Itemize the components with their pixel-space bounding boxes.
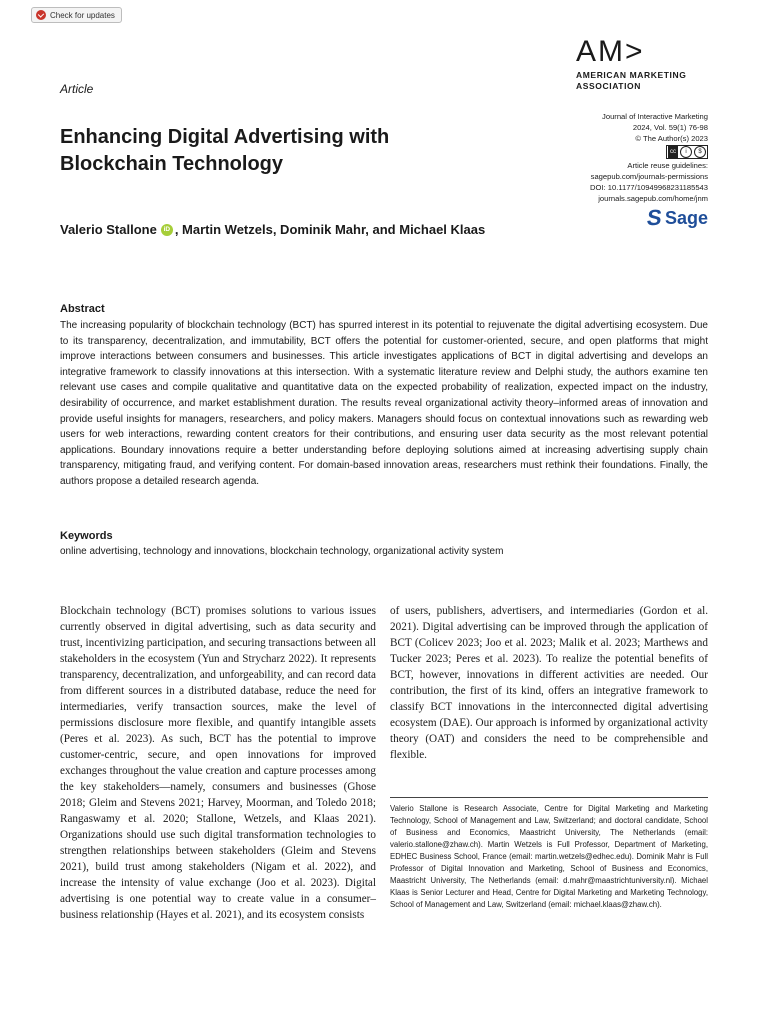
sage-logo-icon: S <box>645 205 664 230</box>
author-rest: , Martin Wetzels, Dominik Mahr, and Michael Klaas <box>174 222 486 237</box>
ama-name-line2: ASSOCIATION <box>576 81 642 91</box>
sage-logo <box>647 205 708 231</box>
abstract-text: The increasing popularity of blockchain technology (BCT) has spurred interest in its potential to rejuvenate the digital advertising ecosystem. Due to its transparency, decentralization, and immutability, BCT offers the potential for customer-oriented, secure, and open platforms that might improve interactions between consumers and businesses. This article investigates applications of BCT in digital advertising and develops an integrative framework to classify innovations at this intersection. With a systematic literature review and Delphi study, the authors examine ten relevant use cases and compile qualitative and quantitative data on the expected probability of realization, expected impact on the industry, desirability of occurrence, and market establishment duration. The results reveal organizational activity theory–informed areas of innovation and provide useful insights for managers, researchers, and policy makers. Managers should focus on contextual innovations such as rewarding web users for web interactions, rewarding content creators for their contributions, and ensuring user data security as the most relevant potential applications. Boundary innovations require a better understanding before deploying solutions aimed at increasing advertising supply chain transparency, mitigating fraud, and verifying content. For domain-based innovation areas, researchers must rethink their foundations. Finally, the authors propose a detailed research agenda. <box>60 320 708 487</box>
keywords-text: online advertising, technology and innovations, blockchain technology, organizational activity system <box>60 546 504 557</box>
ama-logo <box>576 36 708 92</box>
permissions-link[interactable]: sagepub.com/journals-permissions <box>590 172 708 181</box>
orcid-icon[interactable]: iD <box>161 224 173 236</box>
sage-name: Sage <box>664 207 708 228</box>
author-list <box>60 222 485 237</box>
journal-name: Journal of Interactive Marketing <box>602 112 708 121</box>
ama-logo-mark: AM> <box>576 35 645 68</box>
footnote-divider <box>390 797 708 798</box>
body-right-column: of users, publishers, advertisers, and intermediaries (Gordon et al. 2021). Digital advertising can be improved through the application of BCT (Colicev 2023; Joo et al. 2023; Malik et al. 2023; Marthews and Tucker 2023; Peres et al. 2023). To realize the potential benefits of BCT, however, innovations in different activities are needed. Our contribution, the first of its kind, offers an integrative framework to classify BCT innovations in the interconnected digital advertising ecosystem (DAE). Our approach is informed by organizational activity theory (OAT) and considers the need to be comprehensible and flexible. <box>390 605 708 761</box>
journal-copyright: © The Author(s) 2023 <box>635 134 708 143</box>
check-updates-icon <box>36 10 46 20</box>
journal-url[interactable]: journals.sagepub.com/home/jnm <box>598 194 708 203</box>
cc-license-icon: cc i $ <box>666 145 708 159</box>
journal-volume: 2024, Vol. 59(1) 76-98 <box>632 123 708 132</box>
ama-name-line1: AMERICAN MARKETING <box>576 70 687 80</box>
doi[interactable]: DOI: 10.1177/10949968231185543 <box>590 183 708 192</box>
page-title: Enhancing Digital Advertising with Blockchain Technology <box>60 126 390 175</box>
author-first: Valerio Stallone <box>60 222 157 237</box>
article-type-label: Article <box>60 82 94 96</box>
author-footnote: Valerio Stallone is Research Associate, Centre for Digital Marketing and Marketing Technology, School of Management and Law, Switzerland; and doctoral candidate, School of Business and Economics, Maastricht University, The Netherlands (email: valerio.stallone@zhaw.ch). Martin Wetzels is Full Professor, Department of Marketing, EDHEC Business School, France (email: martin.wetzels@edhec.edu). Dominik Mahr is Full Professor of Digital Innovation and Marketing, School of Business and Economics, Maastricht University, The Netherlands (email: d.mahr@maastrichtuniversity.nl). Michael Klaas is Senior Lecturer and Head, Centre for Digital Marketing and Marketing Technology, School of Management and Law, Switzerland (email: michael.klaas@zhaw.ch). <box>390 804 708 909</box>
keywords-heading: Keywords <box>60 530 113 542</box>
journal-meta <box>468 111 708 204</box>
check-for-updates-button[interactable] <box>31 7 122 23</box>
body-left-column: Blockchain technology (BCT) promises solutions to various issues currently observed in digital advertising, such as data security and trust, incentivizing participation, and securing transactions between all stakeholders in the ecosystem (Yun and Strycharz 2022). It represents transparency, decentralization, and unforgeability, and can record data from different sources in a distributed database, reduce the need for intermediaries, verify transaction sources, make the level of permissions disclosure more flexible, and quantify intangible assets (Peres et al. 2023). As such, BCT has the potential to improve customer-centric, secure, and open innovations for improved exchanges throughout the value creation and capture processes among the key stakeholders—namely, consumers and businesses (Ghose 2018; Gleim and Stevens 2021; Harvey, Moorman, and Toledo 2018; Rangaswamy et al. 2020; Stallone, Wetzels, and Klaas 2021). Organizations should use such digital transformation technologies to strengthen relationships between stakeholders (Gleim and Stevens 2021), build trust among stakeholders (Nigam et al. 2022), and increase the intensity of value exchange (Joo et al. 2023). Digital advertising is one potential way to create value in a consumer–business relationship (Hayes et al. 2021), and its ecosystem consists <box>60 605 376 921</box>
check-for-updates-label: Check for updates <box>50 10 115 20</box>
abstract-heading: Abstract <box>60 303 105 315</box>
reuse-guidelines-label: Article reuse guidelines: <box>627 161 708 170</box>
